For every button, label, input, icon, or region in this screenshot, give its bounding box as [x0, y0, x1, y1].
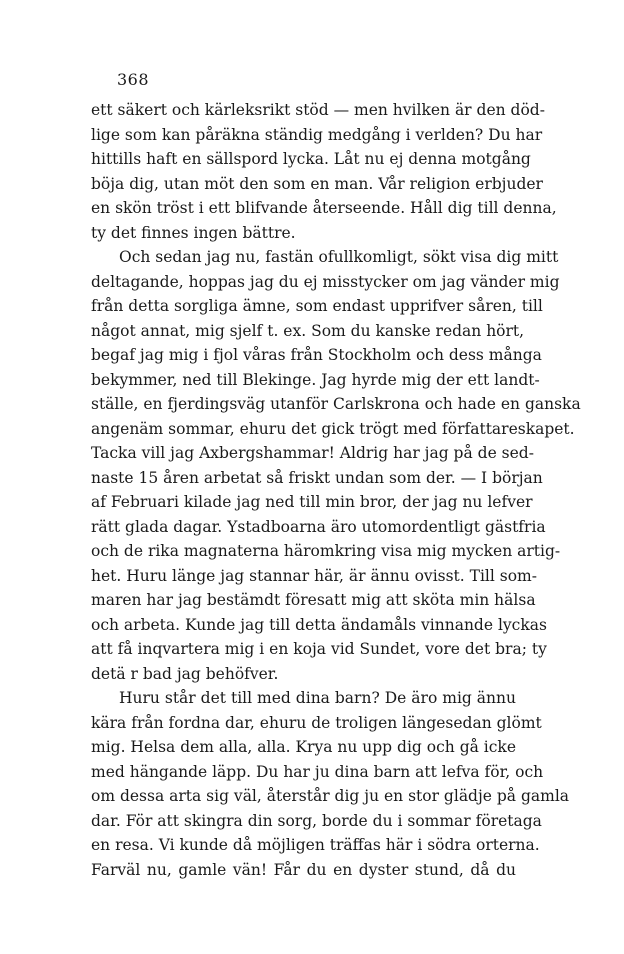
text-line: en resa. Vi kunde då möjligen träffas här i södra orterna. — [91, 836, 540, 854]
text-line: Farväl nu, gamle vän! Får du en dyster stund, då du — [91, 860, 516, 879]
text-line: med hängande läpp. Du har ju dina barn att lefva för, och — [91, 762, 544, 781]
text-line: rätt glada dagar. Ystadboarna äro utomordentligt gästfria — [91, 517, 546, 536]
text-line: hittills haft en sällspord lycka. Låt nu ej denna motgång — [91, 150, 531, 168]
text-line: om dessa arta sig väl, återstår dig ju en stor glädje på gamla — [91, 787, 570, 805]
text-line: Huru står det till med dina barn? De äro mig ännu — [119, 689, 516, 707]
text-line: naste 15 åren arbetat så friskt undan som der. — I början — [91, 468, 543, 487]
text-line: och arbeta. Kunde jag till detta ändamåls vinnande lyckas — [91, 615, 547, 634]
text-line: detä r bad jag behöfver. — [91, 664, 279, 683]
text-line: ställe, en fjerdingsväg utanför Carlskrona och hade en ganska — [91, 395, 581, 413]
text-line: och de rika magnaterna häromkring visa mig mycken artig- — [91, 542, 561, 560]
text-line: mig. Helsa dem alla, alla. Krya nu upp dig och gå icke — [91, 738, 516, 756]
text-line: bekymmer, ned till Blekinge. Jag hyrde mig der ett landt- — [91, 370, 540, 389]
text-line: deltagande, hoppas jag du ej misstycker om jag vänder mig — [91, 272, 560, 291]
text-line: Tacka vill jag Axbergshammar! Aldrig har jag på de sed- — [91, 444, 534, 462]
text-line: af Februari kilade jag ned till min bror, der jag nu lefver — [91, 493, 533, 511]
text-line: en skön tröst i ett blifvande återseende. Håll dig till denna, — [91, 199, 557, 217]
text-line: maren har jag bestämdt föresatt mig att sköta min hälsa — [91, 591, 536, 609]
text-line: något annat, mig sjelf t. ex. Som du kanske redan hört, — [91, 321, 525, 340]
text-line: ty det finnes ingen bättre. — [91, 223, 296, 242]
text-line: från detta sorgliga ämne, som endast upprifver såren, till — [91, 297, 543, 315]
text-line: Och sedan jag nu, fastän ofullkomligt, sökt visa dig mitt — [119, 248, 559, 266]
page-number: 368 — [117, 70, 150, 89]
text-line: att få inqvartera mig i en koja vid Sundet, vore det bra; ty — [91, 640, 547, 658]
text-line: ett säkert och kärleksrikt stöd — men hvilken är den död- — [91, 101, 545, 119]
text-line: kära från fordna dar, ehuru de troligen längesedan glömt — [91, 713, 542, 732]
body-text — [91, 98, 581, 882]
text-line: het. Huru länge jag stannar här, är ännu ovisst. Till som- — [91, 566, 537, 585]
text-line: lige som kan påräkna ständig medgång i verlden? Du har — [91, 125, 543, 144]
text-line: begaf jag mig i fjol våras från Stockholm och dess många — [91, 346, 542, 364]
text-line: angenäm sommar, ehuru det gick trögt med författareskapet. — [91, 419, 575, 438]
text-line: böja dig, utan möt den som en man. Vår religion erbjuder — [91, 174, 543, 193]
text-line: dar. För att skingra din sorg, borde du i sommar företaga — [91, 811, 542, 830]
